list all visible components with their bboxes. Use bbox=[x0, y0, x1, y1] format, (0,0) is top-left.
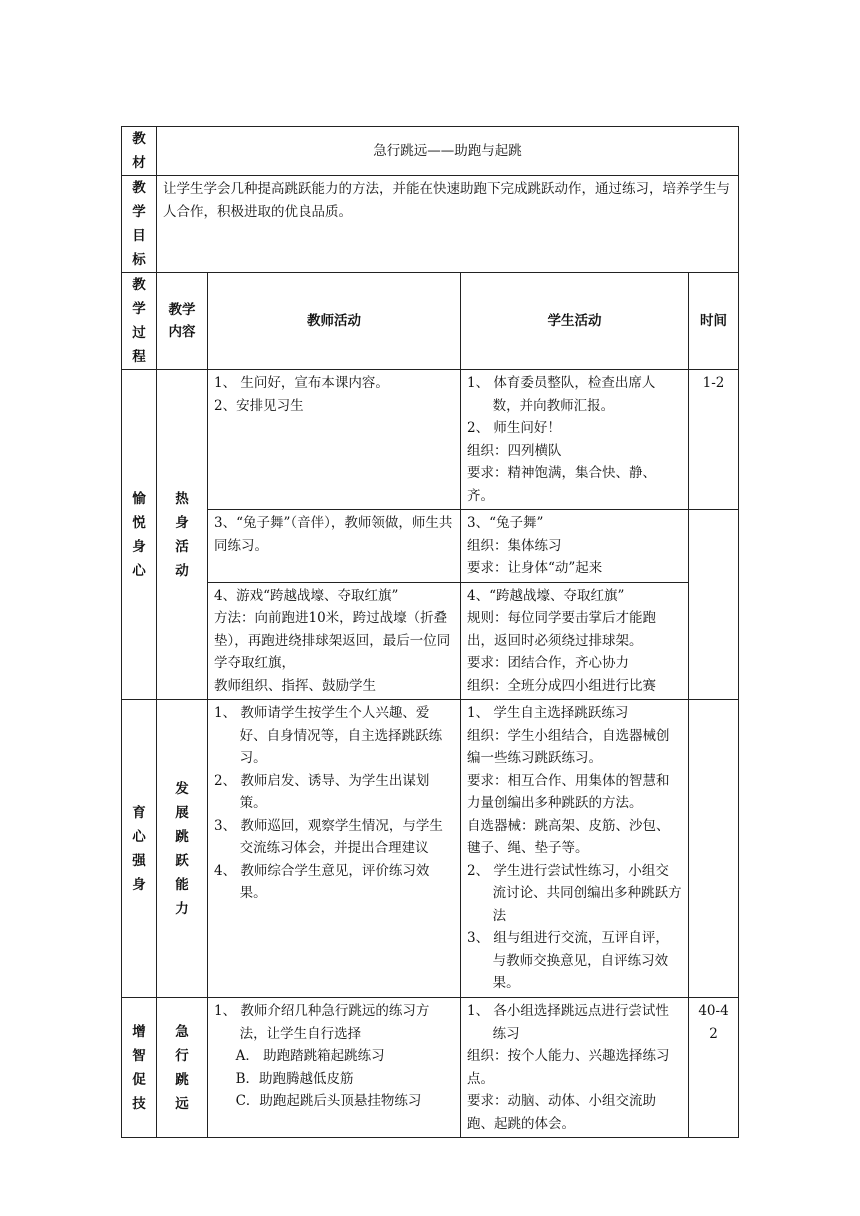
student-item: 组织：集体练习 bbox=[467, 537, 562, 554]
process-label: 教学过程 bbox=[122, 273, 157, 370]
teacher-item: 3、 教师巡回，观察学生情况，与学生交流练习体会，并提出合理建议 bbox=[214, 817, 443, 856]
student-item: 组织：全班分成四小组进行比赛 bbox=[467, 677, 656, 694]
time-cell bbox=[689, 700, 739, 998]
section-label-skill: 增智促技 bbox=[122, 998, 157, 1138]
student-item: 要求：精神饱满，集合快、静、齐。 bbox=[467, 465, 656, 504]
warmup-row-1 bbox=[122, 370, 739, 510]
teacher-subitem: A． 助跑踏跳箱起跳练习 bbox=[235, 1048, 385, 1064]
student-item: 要求：让身体“动”起来 bbox=[467, 560, 603, 576]
teacher-activity-header: 教师活动 bbox=[208, 273, 461, 370]
content-jump-ability: 发展跳跃能力 bbox=[157, 700, 208, 998]
student-item: 1、 各小组选择跳远点进行尝试性练习 bbox=[467, 1003, 669, 1042]
longjump-row bbox=[122, 998, 739, 1138]
student-activity-header: 学生活动 bbox=[461, 273, 689, 370]
teacher-activity bbox=[208, 582, 461, 700]
section-label-joy: 愉悦身心 bbox=[122, 370, 157, 700]
material-row bbox=[122, 127, 739, 176]
teacher-item: 4、 教师综合学生意见，评价练习效果。 bbox=[214, 862, 430, 901]
goal-row bbox=[122, 176, 739, 273]
student-item: 2、 师生问好！ bbox=[467, 420, 561, 436]
student-activity bbox=[461, 370, 689, 510]
student-item: 3、 组与组进行交流，互评自评，与教师交换意见，自评练习效果。 bbox=[467, 930, 669, 991]
student-item: 组织：按个人能力、兴趣选择练习点。 bbox=[467, 1048, 670, 1087]
content-warmup: 热身活动 bbox=[157, 370, 208, 700]
student-item: 3、“兔子舞” bbox=[467, 515, 544, 531]
teacher-item: 2、 教师启发、诱导、为学生出谋划策。 bbox=[214, 772, 430, 811]
student-activity bbox=[461, 998, 689, 1138]
student-item: 要求：团结合作，齐心协力 bbox=[467, 655, 629, 671]
teacher-activity bbox=[208, 510, 461, 583]
student-item: 要求：动脑、动体、小组交流助跑、起跳的体会。 bbox=[467, 1093, 656, 1132]
student-item: 规则：每位同学要击掌后才能跑出，返回时必须绕过排球架。 bbox=[467, 610, 656, 649]
student-item: 组织：学生小组结合，自选器械创编一些练习跳跃练习。 bbox=[467, 727, 670, 766]
time-cell: 1-2 bbox=[689, 370, 739, 510]
student-item: 1、 体育委员整队，检查出席人数，并向教师汇报。 bbox=[467, 375, 656, 414]
student-item: 自选器械：跳高架、皮筋、沙包、毽子、绳、垫子等。 bbox=[467, 817, 670, 856]
goal-label: 教学目标 bbox=[122, 176, 157, 273]
material-title: 急行跳远——助跑与起跳 bbox=[157, 127, 739, 176]
student-activity bbox=[461, 582, 689, 700]
warmup-row-3 bbox=[122, 582, 739, 700]
lesson-plan-table bbox=[121, 126, 739, 1138]
time-header: 时间 bbox=[689, 273, 739, 370]
student-item: 2、 学生进行尝试性练习，小组交流讨论、共同创编出多种跳跃方法 bbox=[467, 862, 682, 924]
student-item: 要求：相互合作、用集体的智慧和力量创编出多种跳跃的方法。 bbox=[467, 772, 670, 811]
content-header: 教学内容 bbox=[157, 273, 208, 370]
goal-text: 让学生学会几种提高跳跃能力的方法，并能在快速助跑下完成跳跃动作，通过练习，培养学生与人合作，积极进取的优良品质。 bbox=[157, 176, 739, 273]
warmup-row-2 bbox=[122, 510, 739, 583]
student-activity bbox=[461, 700, 689, 998]
process-header-row bbox=[122, 273, 739, 370]
skill-row bbox=[122, 700, 739, 998]
section-label-heart: 育心强身 bbox=[122, 700, 157, 998]
teacher-item: 方法：向前跑进10米，跨过战壕（折叠垫），再跑进绕排球架返回，最后一位同学夺取红旗， bbox=[214, 610, 451, 671]
content-long-jump: 急行跳远 bbox=[157, 998, 208, 1138]
time-cell-empty bbox=[689, 510, 739, 700]
teacher-activity bbox=[208, 370, 461, 510]
teacher-subitem: B．助跑腾越低皮筋 bbox=[235, 1070, 354, 1087]
teacher-item: 1、 教师请学生按学生个人兴趣、爱好、自身情况等，自主选择跳跃练习。 bbox=[214, 705, 443, 766]
teacher-subitem: C．助跑起跳后头顶悬挂物练习 bbox=[235, 1093, 422, 1109]
student-item: 1、 学生自主选择跳跃练习 bbox=[467, 705, 629, 721]
teacher-item: 2、安排见习生 bbox=[214, 397, 304, 414]
material-label: 教材 bbox=[122, 127, 157, 176]
teacher-item: 1、 教师介绍几种急行跳远的练习方法，让学生自行选择 bbox=[214, 1003, 430, 1042]
teacher-activity bbox=[208, 700, 461, 998]
teacher-item: 教师组织、指挥、鼓励学生 bbox=[214, 677, 376, 694]
teacher-item: 1、 生问好，宣布本课内容。 bbox=[214, 375, 389, 391]
teacher-item: 3、“兔子舞”（音伴），教师领做，师生共同练习。 bbox=[214, 515, 453, 554]
student-activity bbox=[461, 510, 689, 583]
student-item: 组织：四列横队 bbox=[467, 442, 562, 459]
time-cell: 40-42 bbox=[689, 998, 739, 1138]
teacher-item: 4、游戏“跨越战壕、夺取红旗” bbox=[214, 587, 399, 604]
student-item: 4、“跨越战壕、夺取红旗” bbox=[467, 587, 625, 604]
teacher-activity bbox=[208, 998, 461, 1138]
